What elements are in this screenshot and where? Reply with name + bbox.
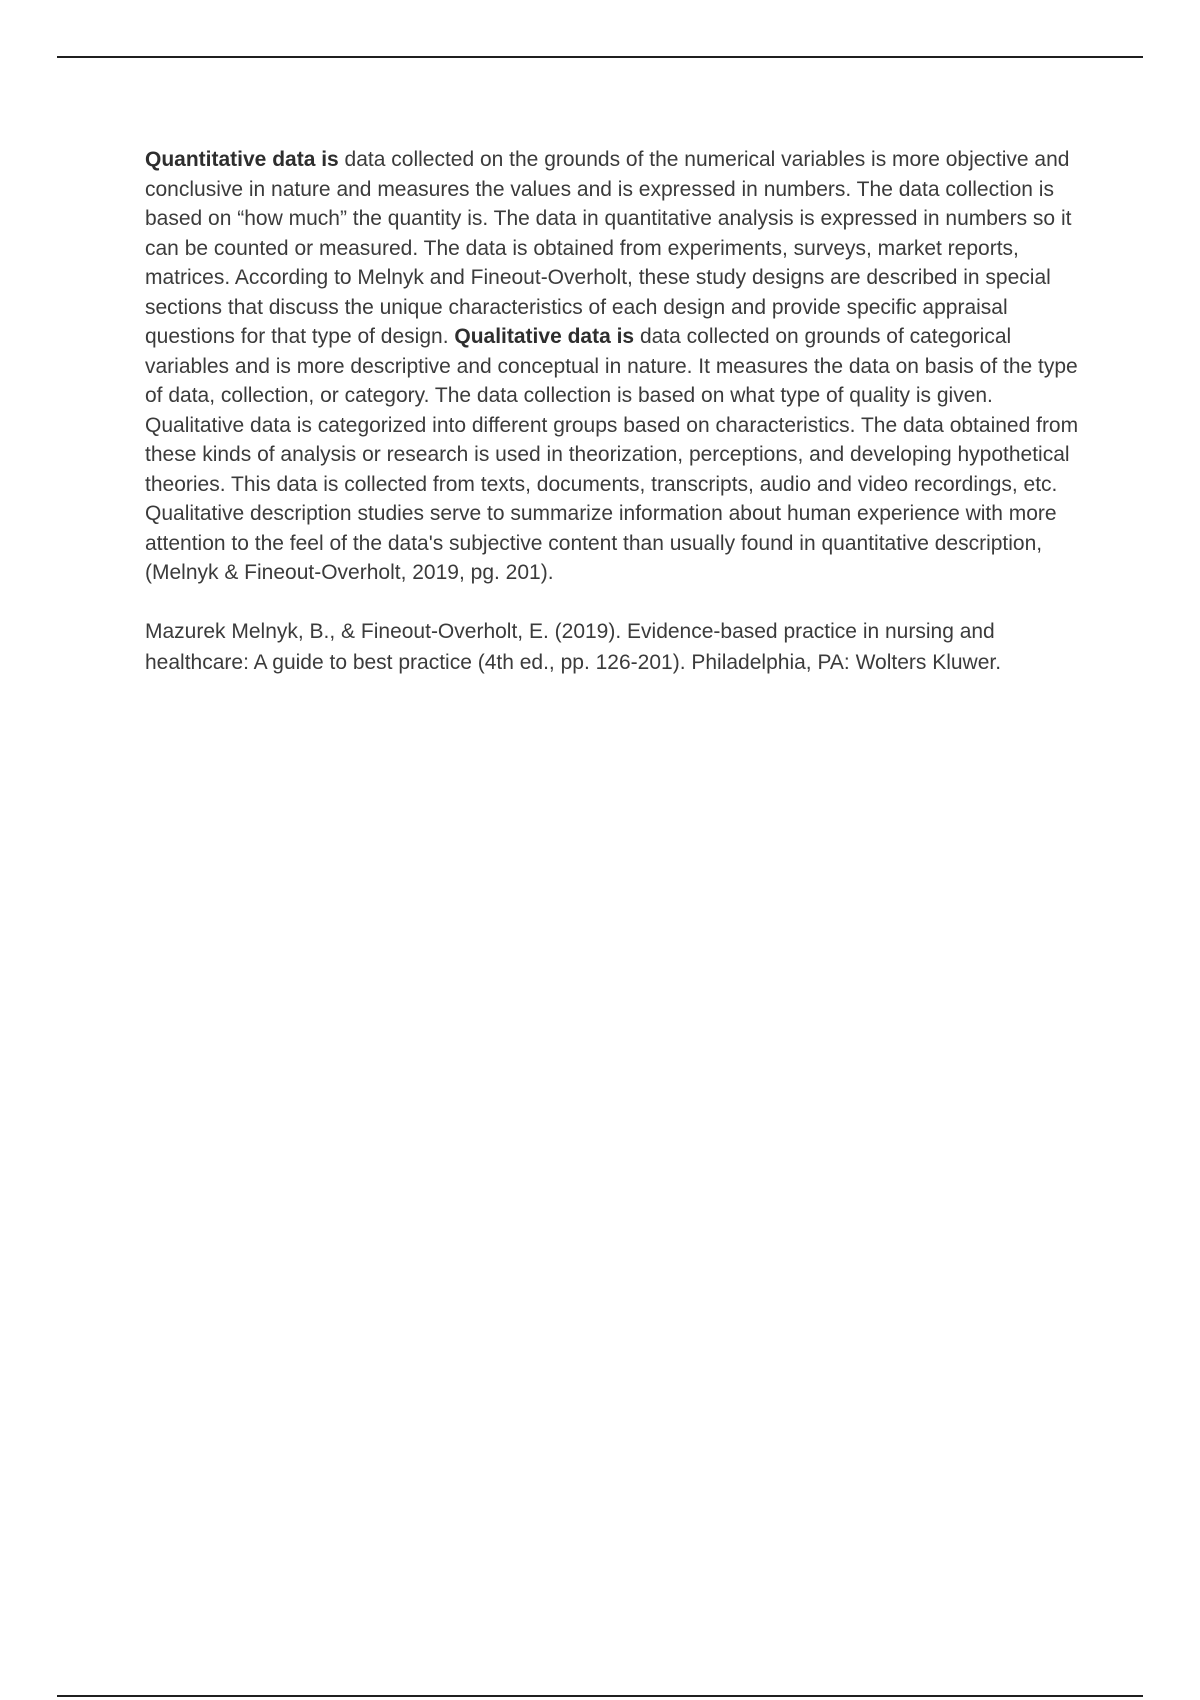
- quantitative-text: data collected on the grounds of the numerical variables is more objective and conclusive in nature and measures the values and is expressed in numbers. The data collection is based on “how much” the quantity is. The data in quantitative analysis is expressed in numbers so it can be counted or measured. The data is obtained from experiments, surveys, market reports, matrices. According to Melnyk and Fineout-Overholt, these study designs are described in special sections that discuss the unique characteristics of each design and provide specific appraisal questions for that type of design.: [145, 148, 1072, 348]
- footer-rule: [57, 1695, 1143, 1697]
- qualitative-text: data collected on grounds of categorical variables and is more descriptive and conceptual in nature. It measures the data on basis of the type of data, collection, or category. The data collection is based on what type of quality is given. Qualitative data is categorized into different groups based on characteristics. The data obtained from these kinds of analysis or research is used in theorization, perceptions, and developing hypothetical theories. This data is collected from texts, documents, transcripts, audio and video recordings, etc. Qualitative description studies serve to summarize information about human experience with more attention to the feel of the data's subjective content than usually found in quantitative description, (Melnyk & Fineout-Overholt, 2019, pg. 201).: [145, 325, 1079, 584]
- reference-citation: Mazurek Melnyk, B., & Fineout-Overholt, E. (2019). Evidence-based practice in nursing and healthcare: A guide to best practice (4th ed., pp. 126-201). Philadelphia, PA: Wolters Kluwer.: [145, 619, 1002, 674]
- header-rule: [57, 56, 1143, 58]
- main-paragraph: [145, 145, 1089, 588]
- term-quantitative: Quantitative data is: [145, 148, 339, 171]
- document-body: [145, 145, 1089, 678]
- term-qualitative: Qualitative data is: [454, 325, 635, 348]
